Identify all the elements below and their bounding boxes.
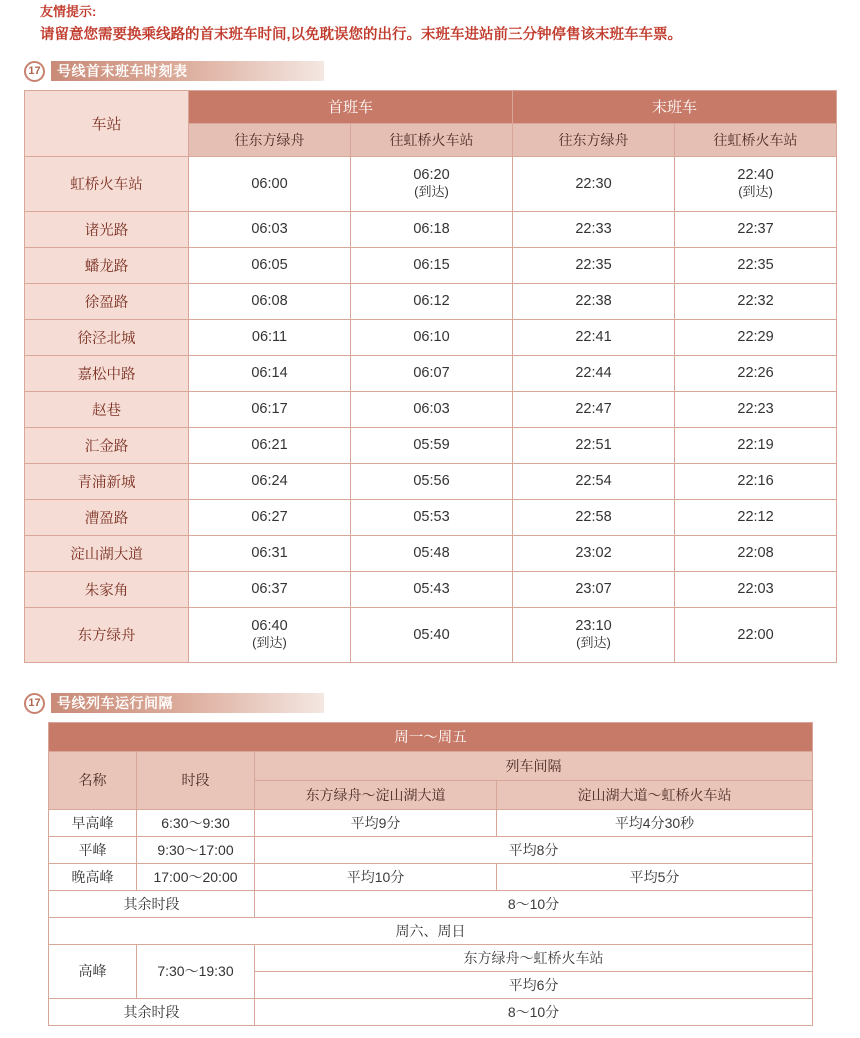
last-hongqiao-time: 22:23 [675,391,837,427]
station-name: 徐盈路 [25,283,189,319]
weekend-segment-label: 东方绿舟～虹桥火车站 [255,944,813,971]
section-heading-bar [51,693,324,713]
last-dongfang-time: 22:44 [513,355,675,391]
last-hongqiao-time: 22:37 [675,211,837,247]
interval-value-segment-b: 平均5分 [497,863,813,890]
timetable-first-to-dongfang: 往东方绿舟 [189,123,351,156]
first-hongqiao-time: 05:56 [351,463,513,499]
first-hongqiao-time: 05:59 [351,427,513,463]
first-dongfang-time: 06:24 [189,463,351,499]
period-time: 7:30～19:30 [137,944,255,998]
section-heading-label: 号线列车运行间隔 [57,695,173,712]
interval-container [48,722,860,1026]
interval-col-period: 时段 [137,751,255,809]
table-row [25,535,837,571]
interval-value-merged: 8～10分 [255,998,813,1025]
table-row [25,355,837,391]
interval-col-interval: 列车间隔 [255,751,813,780]
first-hongqiao-time: 06:15 [351,247,513,283]
last-hongqiao-time: 22:26 [675,355,837,391]
first-dongfang-time: 06:17 [189,391,351,427]
first-dongfang-time: 06:37 [189,571,351,607]
interval-value-segment-a: 平均9分 [255,809,497,836]
table-row [25,499,837,535]
last-hongqiao-time: 22:08 [675,535,837,571]
first-hongqiao-time: 05:53 [351,499,513,535]
table-row [25,211,837,247]
table-row [25,391,837,427]
last-dongfang-time: 23:07 [513,571,675,607]
period-time: 6:30～9:30 [137,809,255,836]
station-name: 漕盈路 [25,499,189,535]
table-row [25,283,837,319]
time-value: 22:40 [737,166,774,183]
last-dongfang-time: 22:58 [513,499,675,535]
time-value: 06:20 [413,166,450,183]
last-hongqiao-time [675,156,837,211]
last-hongqiao-time: 22:29 [675,319,837,355]
first-dongfang-time: 06:08 [189,283,351,319]
timetable-group-last: 末班车 [513,90,837,123]
last-dongfang-time: 22:47 [513,391,675,427]
last-dongfang-time: 22:38 [513,283,675,319]
last-hongqiao-time: 22:12 [675,499,837,535]
timetable-container [24,90,860,663]
section-heading-label: 号线首末班车时刻表 [57,63,188,80]
station-name: 汇金路 [25,427,189,463]
last-hongqiao-time: 22:03 [675,571,837,607]
line-number-badge: 17 [24,61,45,82]
last-dongfang-time: 22:41 [513,319,675,355]
station-name: 赵巷 [25,391,189,427]
first-hongqiao-time: 05:43 [351,571,513,607]
section-heading-bar [51,61,324,81]
time-note: (到达) [414,183,449,199]
station-name: 东方绿舟 [25,607,189,662]
train-interval-table [48,722,813,1026]
period-name: 平峰 [49,836,137,863]
time-value: 06:40 [251,617,288,634]
first-dongfang-time: 06:00 [189,156,351,211]
table-row [49,890,813,917]
timetable-last-to-dongfang: 往东方绿舟 [513,123,675,156]
period-name: 晚高峰 [49,863,137,890]
timetable-last-to-hongqiao: 往虹桥火车站 [675,123,837,156]
table-row [25,427,837,463]
weekend-interval-value: 平均6分 [255,971,813,998]
period-name: 其余时段 [49,998,255,1025]
section-heading-interval [24,693,324,714]
interval-segment-b: 淀山湖大道～虹桥火车站 [497,780,813,809]
last-hongqiao-time: 22:35 [675,247,837,283]
table-row [49,863,813,890]
station-name: 虹桥火车站 [25,156,189,211]
last-hongqiao-time: 22:32 [675,283,837,319]
table-row [25,571,837,607]
notice-body [40,24,836,46]
first-hongqiao-time: 06:03 [351,391,513,427]
interval-value-segment-a: 平均10分 [255,863,497,890]
table-row [49,944,813,971]
interval-value-segment-b: 平均4分30秒 [497,809,813,836]
first-dongfang-time: 06:14 [189,355,351,391]
table-row [25,319,837,355]
last-dongfang-time: 22:30 [513,156,675,211]
period-name: 其余时段 [49,890,255,917]
notice-body-part2: 末班车进站前三分钟停售该末班车车票。 [421,27,683,44]
first-hongqiao-time: 06:18 [351,211,513,247]
first-hongqiao-time: 06:12 [351,283,513,319]
station-name: 嘉松中路 [25,355,189,391]
first-dongfang-time: 06:27 [189,499,351,535]
interval-col-name: 名称 [49,751,137,809]
first-dongfang-time: 06:21 [189,427,351,463]
interval-segment-a: 东方绿舟～淀山湖大道 [255,780,497,809]
last-dongfang-time: 22:51 [513,427,675,463]
last-hongqiao-time: 22:19 [675,427,837,463]
last-hongqiao-time: 22:16 [675,463,837,499]
station-name: 蟠龙路 [25,247,189,283]
timetable-first-to-hongqiao: 往虹桥火车站 [351,123,513,156]
first-hongqiao-time: 06:10 [351,319,513,355]
station-name: 徐泾北城 [25,319,189,355]
time-note: (到达) [252,634,287,650]
timetable-group-first: 首班车 [189,90,513,123]
last-dongfang-time: 22:35 [513,247,675,283]
notice-title: 友情提示: [40,4,97,19]
last-dongfang-time: 22:54 [513,463,675,499]
station-name: 青浦新城 [25,463,189,499]
notice-block [0,0,860,55]
period-time: 9:30～17:00 [137,836,255,863]
table-row [25,156,837,211]
station-name: 淀山湖大道 [25,535,189,571]
first-hongqiao-time: 05:40 [351,607,513,662]
section-heading-timetable [24,61,324,82]
weekday-title: 周一～周五 [49,722,813,751]
table-row [49,809,813,836]
first-dongfang-time: 06:11 [189,319,351,355]
period-name: 高峰 [49,944,137,998]
last-dongfang-time: 22:33 [513,211,675,247]
first-dongfang-time: 06:31 [189,535,351,571]
station-name: 朱家角 [25,571,189,607]
station-name: 诸光路 [25,211,189,247]
first-dongfang-time: 06:05 [189,247,351,283]
table-row [49,998,813,1025]
table-row [25,463,837,499]
first-hongqiao-time: 05:48 [351,535,513,571]
first-hongqiao-time [351,156,513,211]
table-row [49,836,813,863]
table-row [25,247,837,283]
period-time: 17:00～20:00 [137,863,255,890]
time-note: (到达) [576,634,611,650]
last-hongqiao-time: 22:00 [675,607,837,662]
first-hongqiao-time: 06:07 [351,355,513,391]
interval-value-merged: 平均8分 [255,836,813,863]
period-name: 早高峰 [49,809,137,836]
weekend-title: 周六、周日 [49,917,813,944]
first-dongfang-time: 06:03 [189,211,351,247]
timetable-col-station: 车站 [25,90,189,156]
time-note: (到达) [738,183,773,199]
line-number-badge: 17 [24,693,45,714]
notice-body-part1: 请留意您需要换乘线路的首末班车时间,以免耽误您的出行。 [40,27,422,44]
last-dongfang-time [513,607,675,662]
first-last-train-timetable [24,90,837,663]
table-row [25,607,837,662]
first-dongfang-time [189,607,351,662]
interval-value-merged: 8～10分 [255,890,813,917]
time-value: 23:10 [575,617,612,634]
last-dongfang-time: 23:02 [513,535,675,571]
